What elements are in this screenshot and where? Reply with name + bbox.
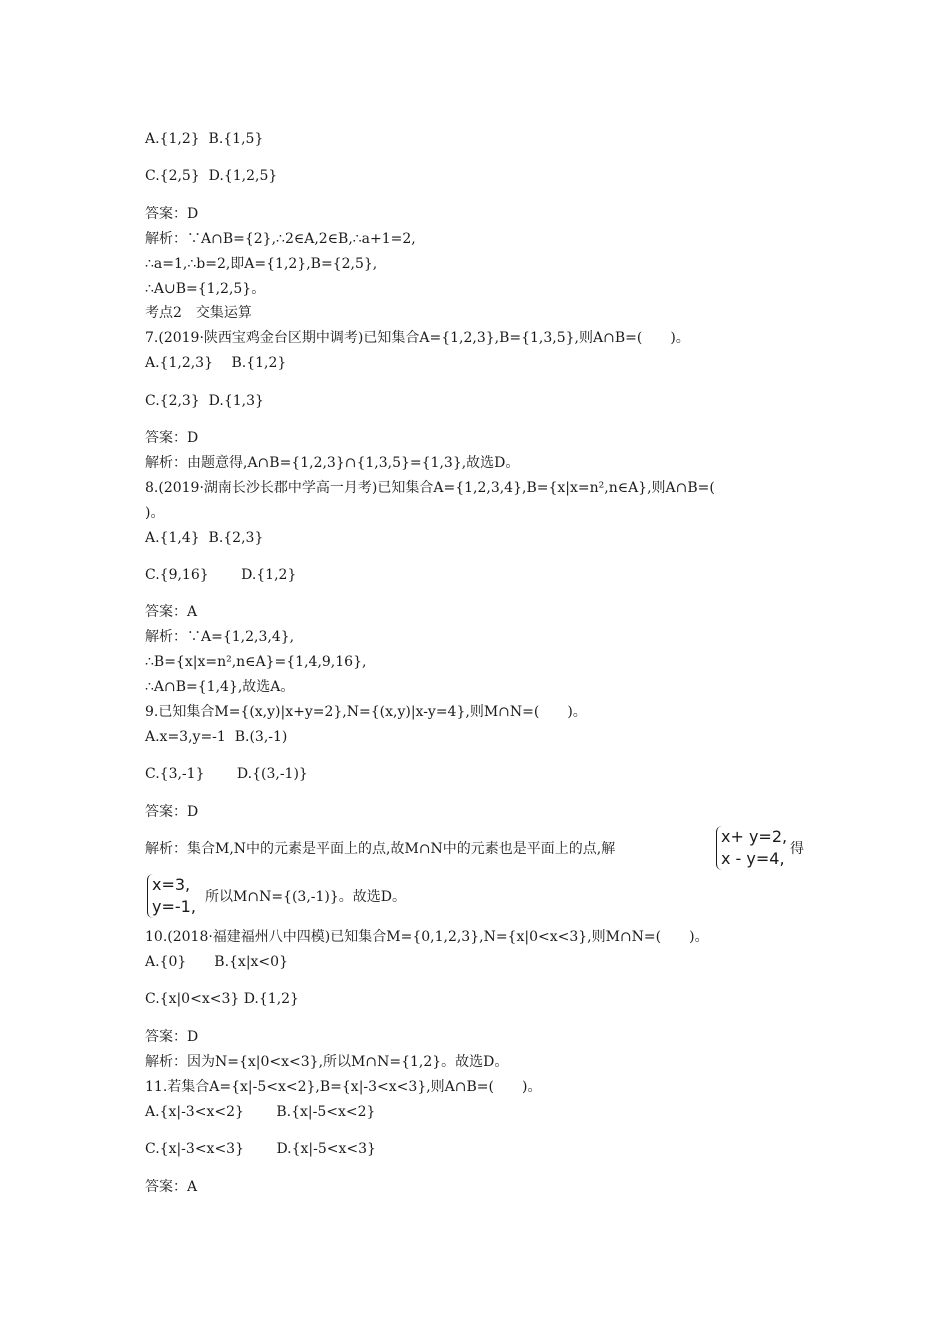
text-line-12: 解析：由题意得,A∩B={1,2,3}∩{1,3,5}={1,3},故选D。 xyxy=(145,455,520,471)
text-line-9: A.{1,2,3} B.{1,2} xyxy=(145,355,287,371)
text-line-28: A.{0} B.{x|x<0} xyxy=(145,954,288,970)
text-line-4: 解析：∵A∩B={2},∴2∈A,2∈B,∴a+1=2, xyxy=(145,231,416,247)
text-line-32: 11.若集合A={x|-5<x<2},B={x|-3<x<3},则A∩B=( )。 xyxy=(145,1079,542,1095)
text-line-26: 所以M∩N={(3,-1)}。故选D。 xyxy=(205,889,407,905)
text-line-16: C.{9,16} D.{1,2} xyxy=(145,567,297,583)
text-line-18: 解析：∵A={1,2,3,4}, xyxy=(145,629,295,645)
text-line-35: 答案：A xyxy=(145,1179,198,1195)
text-line-29: C.{x|0<x<3} D.{1,2} xyxy=(145,991,299,1007)
text-line-14: )。 xyxy=(145,505,165,521)
text-line-10: C.{2,3} D.{1,3} xyxy=(145,393,264,409)
text-line-1: A.{1,2} B.{1,5} xyxy=(145,131,264,147)
text-line-27: 10.(2018·福建福州八中四模)已知集合M={0,1,2,3},N={x|0<x<3},则M∩N=( )。 xyxy=(145,929,709,945)
text-line-3: 答案：D xyxy=(145,206,199,222)
text-line-2: C.{2,5} D.{1,2,5} xyxy=(145,168,278,184)
text-line-23: C.{3,-1} D.{(3,-1)} xyxy=(145,766,308,782)
text-line-33: A.{x|-3<x<2} B.{x|-5<x<2} xyxy=(145,1104,376,1120)
text-line-34: C.{x|-3<x<3} D.{x|-5<x<3} xyxy=(145,1141,376,1157)
text-line-24: 答案：D xyxy=(145,804,199,820)
text-line-25: 解析：集合M,N中的元素是平面上的点,故M∩N中的元素也是平面上的点,解 xyxy=(145,841,616,857)
text-line-11: 答案：D xyxy=(145,430,199,446)
text-line-21: 9.已知集合M={(x,y)|x+y=2},N={(x,y)|x-y=4},则M∩N=( )。 xyxy=(145,704,587,720)
text-line-13: 8.(2019·湖南长沙长郡中学高一月考)已知集合A={1,2,3,4},B={x|x=n²,n∈A},则A∩B=( xyxy=(145,480,715,496)
text-line-20: ∴A∩B={1,4},故选A。 xyxy=(145,679,295,695)
system2-row1: x=3, xyxy=(152,875,191,894)
text-line-19: ∴B={x|x=n²,n∈A}={1,4,9,16}, xyxy=(145,654,367,670)
text-line-5: ∴a=1,∴b=2,即A={1,2},B={2,5}, xyxy=(145,256,378,272)
system2-row2: y=-1, xyxy=(152,897,196,916)
system1-after: 得 xyxy=(790,841,804,857)
text-line-30: 答案：D xyxy=(145,1029,199,1045)
system1-row1: x+ y=2, xyxy=(721,827,788,846)
text-line-31: 解析：因为N={x|0<x<3},所以M∩N={1,2}。故选D。 xyxy=(145,1054,509,1070)
system1-row2: x - y=4, xyxy=(721,849,785,868)
text-line-7: 考点2 交集运算 xyxy=(145,305,252,321)
text-line-17: 答案：A xyxy=(145,604,198,620)
text-line-22: A.x=3,y=-1 B.(3,-1) xyxy=(145,729,288,745)
text-line-15: A.{1,4} B.{2,3} xyxy=(145,530,264,546)
text-line-6: ∴A∪B={1,2,5}。 xyxy=(145,281,266,297)
text-line-8: 7.(2019·陕西宝鸡金台区期中调考)已知集合A={1,2,3},B={1,3,5},则A∩B=( )。 xyxy=(145,330,690,346)
